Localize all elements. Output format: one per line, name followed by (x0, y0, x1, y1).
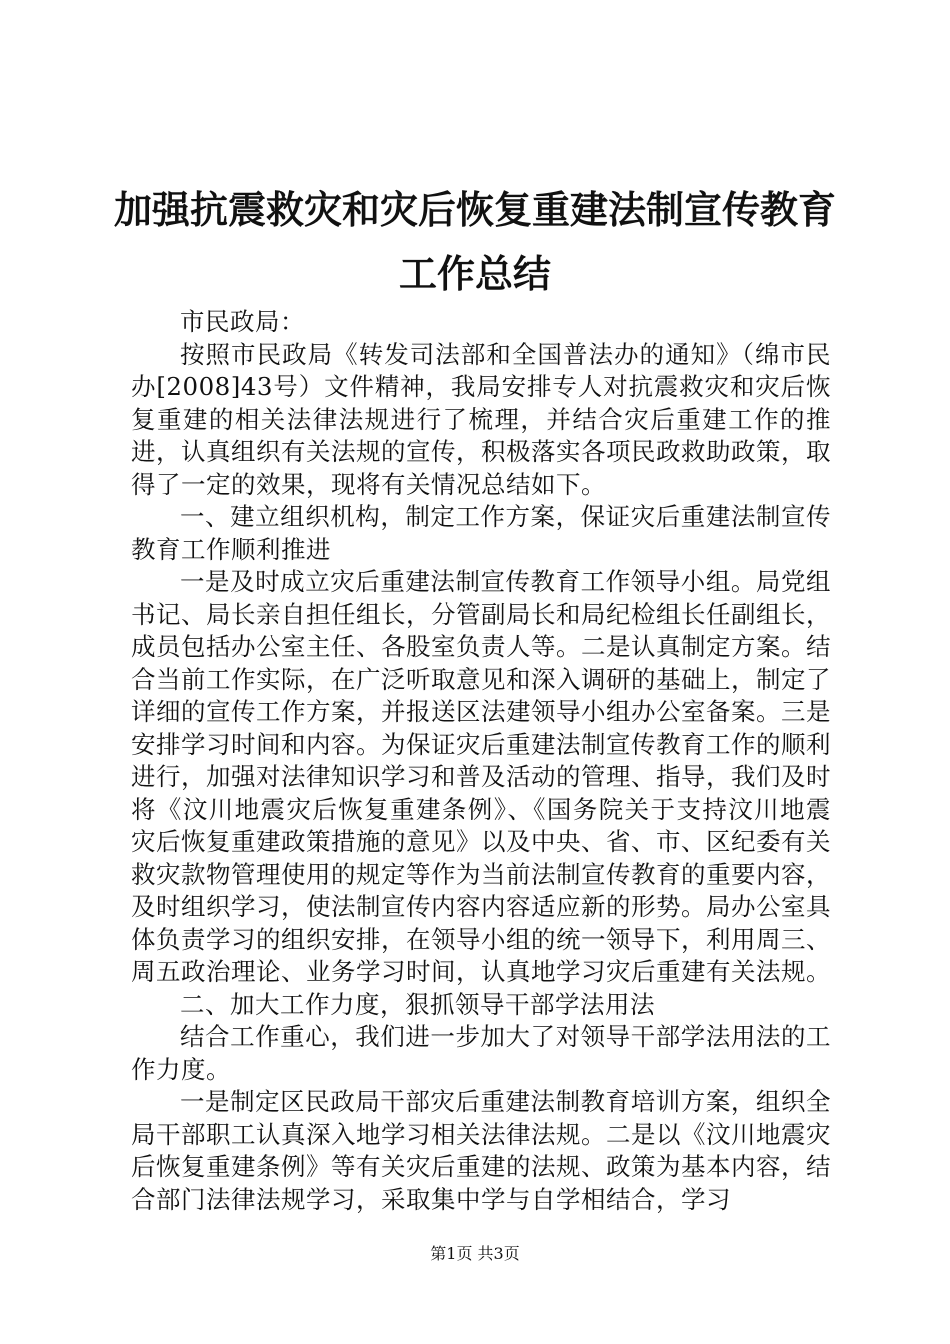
page-footer: 第1页 共3页 (430, 1244, 520, 1263)
document-title: 加强抗震救灾和灾后恢复重建法制宣传教育工作总结 (113, 187, 836, 296)
body-paragraph: 一是及时成立灾后重建法制宣传教育工作领导小组。局党组书记、局长亲自担任组长，分管副局长和局纪检组长任副组长，成员包括办公室主任、各股室负责人等。二是认真制定方案。结合当前工作实际，在广泛听取意见和深入调研的基础上，制定了详细的宣传工作方案，并报送区法建领导小组办公室备案。三是安排学习时间和内容。为保证灾后重建法制宣传教育工作的顺利进行，加强对法律知识学习和普及活动的管理、指导，我们及时将《汶川地震灾后恢复重建条例》、《国务院关于支持汶川地震灾后恢复重建政策措施的意见》以及中央、省、市、区纪委有关救灾款物管理使用的规定等作为当前法制宣传教育的重要内容，及时组织学习，使法制宣传内容内容适应新的形势。局办公室具体负责学习的组织安排，在领导小组的统一领导下，利用周三、周五政治理论、业务学习时间，认真地学习灾后重建有关法规。 (131, 567, 831, 986)
section-heading: 一、建立组织机构，制定工作方案，保证灾后重建法制宣传教育工作顺利推进 (131, 502, 831, 564)
body-paragraph: 一是制定区民政局干部灾后重建法制教育培训方案，组织全局干部职工认真深入地学习相关法律法规。二是以《汶川地震灾后恢复重建条例》等有关灾后重建的法规、政策为基本内容，结合部门法律法规学习，采取集中学与自学相结合，学习 (131, 1087, 831, 1214)
body-paragraph: 按照市民政局《转发司法部和全国普法办的通知》（绵市民办[2008]43号）文件精神，我局安排专人对抗震救灾和灾后恢复重建的相关法律法规进行了梳理，并结合灾后重建工作的推进，认真组织有关法规的宣传，积极落实各项民政救助政策，取得了一定的效果，现将有关情况总结如下。 (131, 339, 831, 499)
document-body (131, 306, 831, 1216)
salutation: 市民政局： (180, 307, 305, 336)
body-paragraph: 结合工作重心，我们进一步加大了对领导干部学法用法的工作力度。 (131, 1022, 831, 1084)
section-heading: 二、加大工作力度，狠抓领导干部学法用法 (180, 989, 655, 1019)
